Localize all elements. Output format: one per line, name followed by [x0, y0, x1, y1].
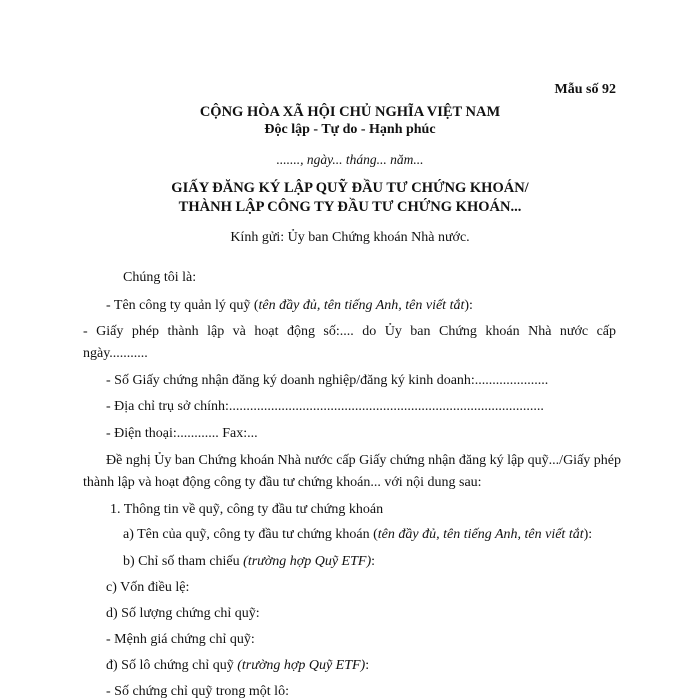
item-c-charter-capital: c) Vốn điều lệ:: [106, 580, 190, 595]
company-name-end: ):: [464, 298, 473, 313]
license-line-1: - Giấy phép thành lập và hoạt động số:.... do Ủy ban Chứng khoán Nhà nước cấp: [83, 324, 616, 339]
document-title-line2: THÀNH LẬP CÔNG TY ĐẦU TƯ CHỨNG KHOÁN...: [178, 199, 522, 215]
request-line-1: Đề nghị Ủy ban Chứng khoán Nhà nước cấp Giấy chứng nhận đăng ký lập quỹ.../Giấy phép: [106, 453, 621, 468]
head-office-address-field: - Địa chỉ trụ sở chính:..........................................................................................: [106, 399, 544, 414]
item-d-certificate-quantity: d) Số lượng chứng chỉ quỹ:: [106, 606, 260, 621]
certificate-par-value: - Mệnh giá chứng chỉ quỹ:: [106, 632, 255, 647]
company-name-label: - Tên công ty quản lý quỹ (: [106, 298, 259, 313]
company-name-field: [106, 298, 473, 314]
form-number: Mẫu số 92: [554, 82, 616, 97]
addressee: Kính gửi: Ủy ban Chứng khoán Nhà nước.: [230, 230, 470, 245]
item-a-end: ):: [583, 527, 593, 542]
license-line-2: ngày...........: [83, 346, 148, 361]
item-b-reference-index: [123, 554, 375, 570]
date-line: ......., ngày... tháng... năm...: [276, 152, 424, 167]
request-line-2: thành lập và hoạt động công ty đầu tư chứng khoán... với nội dung sau:: [83, 475, 482, 490]
intro-text: Chúng tôi là:: [123, 270, 197, 285]
item-dd-hint: (trường hợp Quỹ ETF): [237, 658, 366, 673]
company-name-hint: tên đầy đủ, tên tiếng Anh, tên viết tắt: [258, 298, 465, 313]
item-b-end: :: [371, 554, 376, 569]
republic-heading: CỘNG HÒA XÃ HỘI CHỦ NGHĨA VIỆT NAM: [199, 104, 501, 120]
item-a-fund-name: [123, 527, 592, 543]
business-registration-field: - Số Giấy chứng nhận đăng ký doanh nghiệp/đăng ký kinh doanh:.....................: [106, 373, 549, 388]
item-a-label: a) Tên của quỹ, công ty đầu tư chứng khoán (: [123, 527, 378, 542]
phone-fax-field: - Điện thoại:............ Fax:...: [106, 426, 258, 441]
item-dd-end: :: [365, 658, 370, 673]
section-1-heading: 1. Thông tin về quỹ, công ty đầu tư chứng khoán: [110, 502, 384, 517]
national-motto: Độc lập - Tự do - Hạnh phúc: [264, 122, 436, 137]
item-b-hint: (trường hợp Quỹ ETF): [243, 554, 372, 569]
item-dd-certificate-lots: [106, 658, 369, 674]
document-title-line1: GIẤY ĐĂNG KÝ LẬP QUỸ ĐẦU TƯ CHỨNG KHOÁN/: [171, 180, 529, 196]
item-b-label: b) Chỉ số tham chiếu: [123, 554, 244, 569]
item-a-hint: tên đầy đủ, tên tiếng Anh, tên viết tắt: [377, 527, 584, 542]
item-dd-label: đ) Số lô chứng chỉ quỹ: [106, 658, 238, 673]
certificates-per-lot: - Số chứng chỉ quỹ trong một lô:: [106, 684, 289, 699]
